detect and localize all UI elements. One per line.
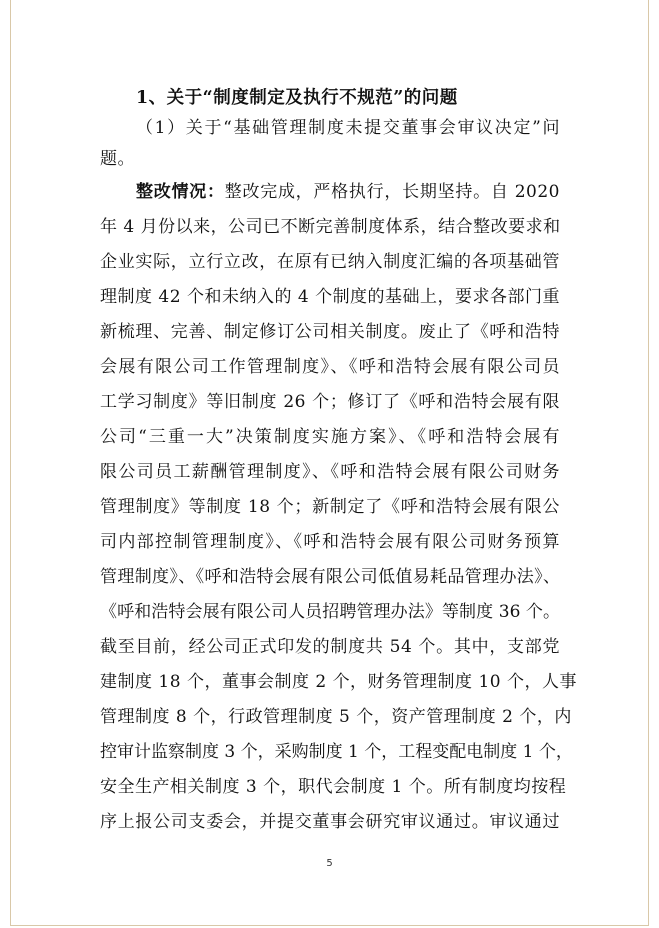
- paragraph-line: 《呼和浩特会展有限公司人员招聘管理办法》等制度 36 个。: [100, 602, 560, 622]
- rectification-label: 整改情况：: [136, 182, 225, 202]
- paragraph-line: 公司“三重一大”决策制度实施方案》、《呼和浩特会展有: [100, 427, 560, 447]
- section-heading: 1、关于“制度制定及执行不规范”的问题: [136, 88, 458, 108]
- paragraph-line: 工学习制度》等旧制度 26 个；修订了《呼和浩特会展有限: [100, 392, 560, 412]
- paragraph-line: 会展有限公司工作管理制度》、《呼和浩特会展有限公司员: [100, 357, 560, 377]
- subheading-line-2: 题。: [100, 149, 135, 169]
- paragraph-line: 建制度 18 个，董事会制度 2 个，财务管理制度 10 个，人事: [100, 672, 578, 692]
- paragraph-line: 年 4 月份以来，公司已不断完善制度体系，结合整改要求和: [100, 217, 561, 237]
- paragraph-line: 限公司员工薪酬管理制度》、《呼和浩特会展有限公司财务: [100, 462, 560, 482]
- paragraph-line: 管理制度》、《呼和浩特会展有限公司低值易耗品管理办法》、: [100, 567, 560, 587]
- paragraph-line: 截至目前，经公司正式印发的制度共 54 个。其中，支部党: [100, 637, 560, 657]
- paragraph-first-line: [136, 182, 560, 202]
- paragraph-line: 企业实际，立行立改，在原有已纳入制度汇编的各项基础管: [100, 252, 560, 272]
- paragraph-line: 新梳理、完善、制定修订公司相关制度。废止了《呼和浩特: [100, 322, 560, 342]
- paragraph-line: 序上报公司支委会，并提交董事会研究审议通过。审议通过: [100, 812, 560, 832]
- paragraph-line: 控审计监察制度 3 个，采购制度 1 个，工程变配电制度 1 个，: [100, 742, 573, 762]
- page-number: 5: [326, 858, 333, 869]
- paragraph-line: 安全生产相关制度 3 个，职代会制度 1 个。所有制度均按程: [100, 777, 567, 797]
- paragraph-line: 理制度 42 个和未纳入的 4 个制度的基础上，要求各部门重: [100, 287, 561, 307]
- paragraph-line: 司内部控制管理制度》、《呼和浩特会展有限公司财务预算: [100, 532, 560, 552]
- paragraph-line: 管理制度》等制度 18 个；新制定了《呼和浩特会展有限公: [100, 497, 560, 517]
- paragraph-first-text: 整改完成，严格执行，长期坚持。自 2020: [224, 182, 561, 202]
- subheading-line-1: （1）关于“基础管理制度未提交董事会审议决定”问: [136, 118, 560, 138]
- paragraph-line: 管理制度 8 个，行政管理制度 5 个，资产管理制度 2 个，内: [100, 707, 572, 727]
